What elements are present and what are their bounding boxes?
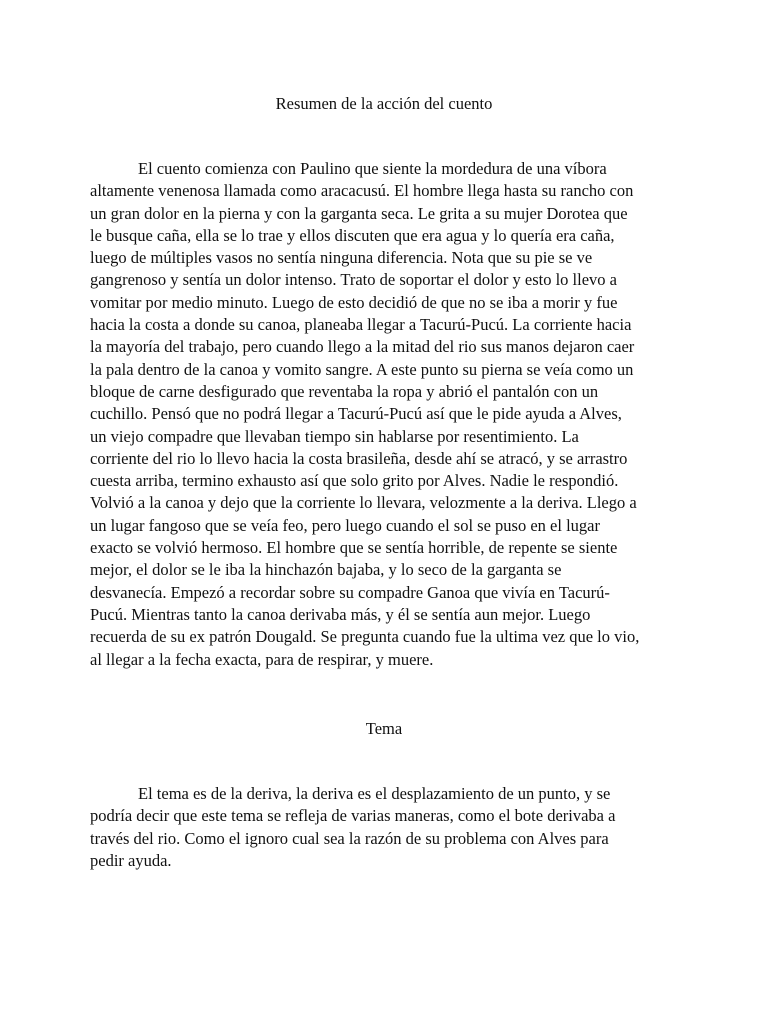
- paragraph-line: un gran dolor en la pierna y con la garganta seca. Le grita a su mujer Dorotea que: [90, 203, 628, 223]
- paragraph-line: podría decir que este tema se refleja de varias maneras, como el bote derivaba a: [90, 806, 616, 826]
- paragraph-line: mejor, el dolor se le iba la hinchazón bajaba, y lo seco de la garganta se: [90, 560, 562, 580]
- paragraph-line: Volvió a la canoa y dejo que la corriente lo llevara, velozmente a la deriva. Llego a: [90, 493, 637, 513]
- paragraph-line: cuchillo. Pensó que no podrá llegar a Tacurú-Pucú así que le pide ayuda a Alves,: [90, 404, 622, 424]
- paragraph-resumen: [90, 158, 690, 671]
- paragraph-line: El cuento comienza con Paulino que siente la mordedura de una víbora: [138, 159, 607, 178]
- paragraph-line: vomitar por medio minuto. Luego de esto decidió de que no se iba a morir y fue: [90, 292, 618, 312]
- paragraph-line: bloque de carne desfigurado que reventaba la ropa y abrió el pantalón con un: [90, 381, 599, 401]
- paragraph-line: recuerda de su ex patrón Dougald. Se pregunta cuando fue la ultima vez que lo vio,: [90, 627, 640, 647]
- paragraph-line: le busque caña, ella se lo trae y ellos discuten que era agua y lo quería era caña,: [90, 225, 615, 245]
- paragraph-line: al llegar a la fecha exacta, para de respirar, y muere.: [90, 649, 434, 669]
- section-heading-tema: Tema: [365, 719, 403, 738]
- paragraph-line: cuesta arriba, termino exhausto así que solo grito por Alves. Nadie le respondió.: [90, 471, 619, 491]
- section-heading-resumen: Resumen de la acción del cuento: [275, 94, 493, 113]
- paragraph-line: gangrenoso y sentía un dolor intenso. Trato de soportar el dolor y esto lo llevo a: [90, 270, 618, 290]
- paragraph-line: un lugar fangoso que se veía feo, pero luego cuando el sol se puso en el lugar: [90, 515, 600, 535]
- paragraph-line: través del rio. Como el ignoro cual sea la razón de su problema con Alves para: [90, 828, 609, 848]
- paragraph-line: la mayoría del trabajo, pero cuando llego a la mitad del rio sus manos dejaron caer: [90, 337, 635, 357]
- paragraph-line: El tema es de la deriva, la deriva es el desplazamiento de un punto, y se: [138, 784, 611, 803]
- paragraph-line: corriente del rio lo llevo hacia la costa brasileña, desde ahí se atracó, y se arrastro: [90, 448, 628, 468]
- paragraph-line: exacto se volvió hermoso. El hombre que se sentía horrible, de repente se siente: [90, 538, 618, 558]
- paragraph-line: un viejo compadre que llevaban tiempo sin hablarse por resentimiento. La: [90, 426, 579, 446]
- paragraph-line: Pucú. Mientras tanto la canoa derivaba más, y él se sentía aun mejor. Luego: [90, 604, 591, 624]
- paragraph-line: pedir ayuda.: [90, 850, 172, 870]
- paragraph-line: hacia la costa a donde su canoa, planeaba llegar a Tacurú-Pucú. La corriente hacia: [90, 315, 632, 335]
- paragraph-tema: [90, 783, 690, 872]
- paragraph-line: luego de múltiples vasos no sentía ninguna diferencia. Nota que su pie se ve: [90, 248, 593, 268]
- paragraph-line: altamente venenosa llamada como aracacusú. El hombre llega hasta su rancho con: [90, 181, 634, 201]
- paragraph-line: desvanecía. Empezó a recordar sobre su compadre Ganoa que vivía en Tacurú-: [90, 582, 610, 602]
- paragraph-line: la pala dentro de la canoa y vomito sangre. A este punto su pierna se veía como un: [90, 359, 634, 379]
